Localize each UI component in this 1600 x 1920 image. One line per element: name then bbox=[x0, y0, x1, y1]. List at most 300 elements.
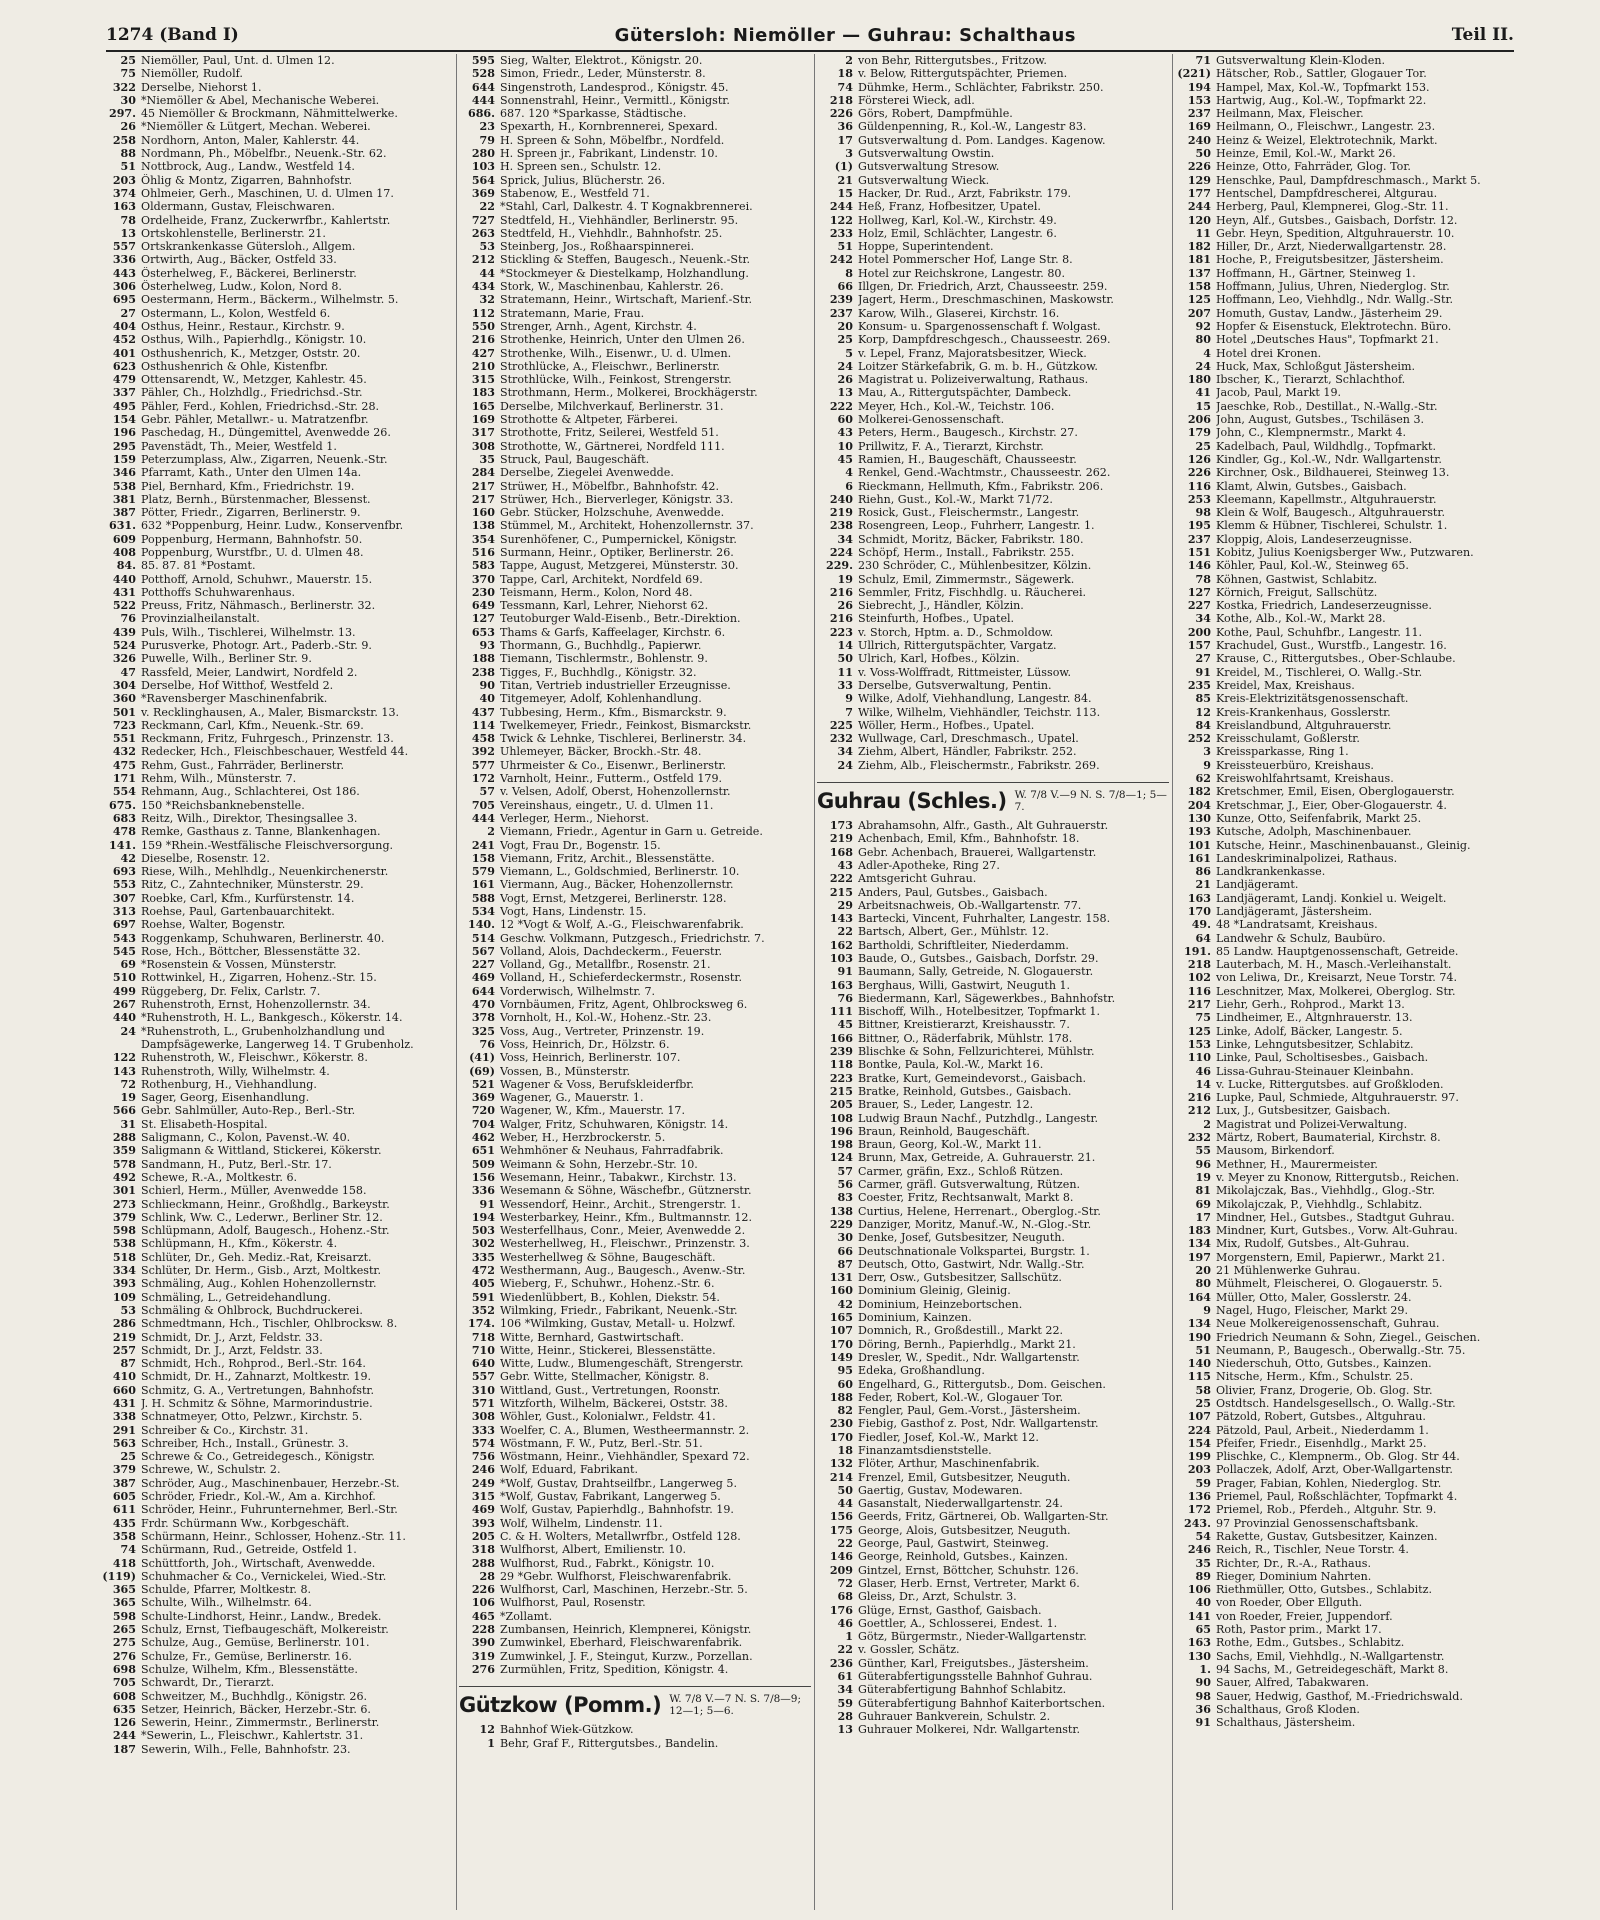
subscriber-entry: Verleger, Herm., Niehorst. bbox=[500, 811, 650, 825]
office-hours: W. 7/8 V.—9 N. S. 7/8—1; 5—7. bbox=[1014, 789, 1167, 814]
subscriber-entry: Dresler, W., Spedit., Ndr. Wallgartenstr. bbox=[858, 1350, 1080, 1364]
phone-number: 227 bbox=[1187, 599, 1211, 613]
list-item bbox=[1177, 626, 1527, 639]
phone-number: 598 bbox=[112, 1224, 136, 1238]
list-item bbox=[1177, 945, 1527, 958]
phone-number: 3 bbox=[1203, 745, 1211, 759]
subscriber-entry: v. Gossler, Schätz. bbox=[858, 1643, 960, 1657]
list-item bbox=[461, 958, 811, 971]
phone-number: 86 bbox=[1195, 865, 1211, 879]
list-item bbox=[461, 386, 811, 399]
subscriber-entry: Ordelheide, Franz, Zuckerwrfbr., Kahlertstr. bbox=[141, 213, 391, 227]
list-item bbox=[819, 652, 1169, 665]
phone-number: 534 bbox=[471, 905, 495, 918]
subscriber-entry: Pätzold, Paul, Arbeit., Niederdamm 1. bbox=[1216, 1423, 1429, 1437]
phone-number: 146 bbox=[1187, 559, 1211, 573]
phone-number: 554 bbox=[112, 785, 136, 799]
phone-number: 93 bbox=[479, 639, 495, 653]
list-item bbox=[102, 759, 452, 772]
list-item bbox=[461, 519, 811, 532]
subscriber-entry: Riese, Wilh., Mehlhdlg., Neuenkirchenerstr. bbox=[141, 865, 389, 879]
list-item bbox=[102, 666, 452, 679]
phone-number: 10 bbox=[837, 439, 853, 453]
phone-number: 379 bbox=[112, 1463, 136, 1477]
subscriber-entry: H. Spreen & Sohn, Möbelfbr., Nordfeld. bbox=[500, 133, 725, 147]
subscriber-entry: Loitzer Stärkefabrik, G. m. b. H., Gützkow. bbox=[858, 359, 1098, 373]
subscriber-entry: Sachs, Emil, Viehhdlg., N.-Wallgartenstr. bbox=[1216, 1649, 1445, 1663]
subscriber-entry: Schulze, Wilhelm, Kfm., Blessenstätte. bbox=[141, 1662, 358, 1676]
subscriber-entry: Rottwinkel, H., Zigarren, Hohenz.-Str. 15. bbox=[141, 971, 377, 985]
list-item bbox=[461, 679, 811, 692]
list-item bbox=[1177, 1530, 1527, 1543]
phone-number: 640 bbox=[471, 1357, 495, 1371]
list-item bbox=[819, 1484, 1169, 1497]
list-item bbox=[819, 612, 1169, 625]
list-item bbox=[1177, 1251, 1527, 1264]
list-item bbox=[1177, 134, 1527, 147]
list-item bbox=[819, 1391, 1169, 1404]
subscriber-entry: Dominium, Heinzebortschen. bbox=[858, 1297, 1023, 1311]
phone-number: 65 bbox=[1195, 1623, 1211, 1637]
phone-number: 203 bbox=[1187, 1463, 1211, 1477]
list-item bbox=[819, 1577, 1169, 1590]
phone-number: 75 bbox=[120, 67, 136, 81]
list-item bbox=[102, 1011, 452, 1024]
list-item bbox=[102, 214, 452, 227]
subscriber-entry: Osthushenrich & Ohle, Kistenfbr. bbox=[141, 359, 329, 373]
list-item bbox=[461, 692, 811, 705]
list-item bbox=[1177, 985, 1527, 998]
list-item bbox=[1177, 267, 1527, 280]
phone-number: 76 bbox=[837, 991, 853, 1005]
subscriber-entry: Schlüpmann, Adolf, Baugesch., Hohenz.-Str. bbox=[141, 1224, 390, 1238]
list-item bbox=[819, 1231, 1169, 1244]
list-item bbox=[1177, 94, 1527, 107]
subscriber-entry: Anders, Paul, Gutsbes., Gaisbach. bbox=[858, 885, 1048, 899]
phone-number: 288 bbox=[471, 1556, 495, 1570]
list-item bbox=[1177, 160, 1527, 173]
phone-number: 378 bbox=[471, 1011, 495, 1025]
subscriber-entry: Steinfurth, Hofbes., Upatel. bbox=[858, 612, 1015, 626]
phone-number: 180 bbox=[1187, 373, 1211, 387]
list-item bbox=[819, 639, 1169, 652]
subscriber-entry: Varnholt, Heinr., Futterm., Ostfeld 179. bbox=[500, 772, 723, 786]
subscriber-entry: Ruhenstroth, Ernst, Hohenzollernstr. 34. bbox=[141, 998, 371, 1012]
phone-number: 237 bbox=[829, 306, 853, 320]
list-item bbox=[102, 134, 452, 147]
list-item bbox=[1177, 865, 1527, 878]
subscriber-entry: Derselbe, Hof Witthof, Westfeld 2. bbox=[141, 678, 334, 692]
subscriber-entry: Liehr, Gerh., Rohprod., Markt 13. bbox=[1216, 998, 1405, 1012]
subscriber-entry: Schulde, Pfarrer, Moltkestr. 8. bbox=[141, 1583, 312, 1597]
phone-number: 146 bbox=[829, 1550, 853, 1564]
subscriber-entry: Fengler, Paul, Gem.-Vorst., Jästersheim. bbox=[858, 1404, 1081, 1418]
subscriber-entry: Twick & Lehnke, Tischlerei, Berlinerstr. 34. bbox=[500, 732, 747, 746]
list-item bbox=[819, 1417, 1169, 1430]
subscriber-entry: Leschnitzer, Max, Molkerei, Oberglog. Str. bbox=[1216, 984, 1456, 998]
list-item bbox=[461, 174, 811, 187]
list-item bbox=[819, 453, 1169, 466]
list-item bbox=[1177, 1357, 1527, 1370]
list-item bbox=[102, 865, 452, 878]
subscriber-entry: Pähler, Ferd., Kohlen, Friedrichsd.-Str. 28. bbox=[141, 399, 380, 413]
subscriber-entry: Biedermann, Karl, Sägewerkbes., Bahnhofstr. bbox=[858, 991, 1116, 1005]
subscriber-entry: Schüttforth, Joh., Wirtschaft, Avenwedde. bbox=[141, 1556, 376, 1570]
subscriber-entry: *Ruhenstroth, H. L., Bankgesch., Kökerstr. 14. bbox=[141, 1011, 403, 1025]
subscriber-entry: Sandmann, H., Putz, Berl.-Str. 17. bbox=[141, 1157, 332, 1171]
subscriber-entry: Zumbansen, Heinrich, Klempnerei, Königstr. bbox=[500, 1623, 752, 1637]
phone-number: 308 bbox=[471, 439, 495, 453]
subscriber-entry: Mix, Rudolf, Gutsbes., Alt-Guhrau. bbox=[1216, 1237, 1410, 1251]
phone-number: 524 bbox=[112, 639, 136, 653]
subscriber-entry: Schulte-Lindhorst, Heinr., Landw., Bredek. bbox=[141, 1609, 382, 1623]
subscriber-entry: Riethmüller, Otto, Gutsbes., Schlabitz. bbox=[1216, 1583, 1432, 1597]
list-item bbox=[461, 918, 811, 931]
subscriber-entry: 159 *Rhein.-Westfälische Fleischversorgung. bbox=[141, 838, 394, 852]
list-item bbox=[1177, 759, 1527, 772]
subscriber-entry: Gebr. Pähler, Metallwr.- u. Matratzenfbr. bbox=[141, 413, 369, 427]
phone-number: 43 bbox=[837, 858, 853, 872]
subscriber-entry: Schürmann, Rud., Getreide, Ostfeld 1. bbox=[141, 1543, 357, 1557]
phone-number: 46 bbox=[837, 1616, 853, 1630]
phone-number: 704 bbox=[471, 1117, 495, 1131]
subscriber-entry: Ostermann, L., Kolon, Westfeld 6. bbox=[141, 306, 331, 320]
list-item bbox=[1177, 1583, 1527, 1596]
subscriber-entry: Illgen, Dr. Friedrich, Arzt, Chausseestr. 259. bbox=[858, 280, 1108, 294]
phone-number: 103 bbox=[471, 160, 495, 174]
phone-number: 439 bbox=[112, 625, 136, 639]
list-item bbox=[1177, 1503, 1527, 1516]
phone-number: 172 bbox=[471, 772, 495, 786]
subscriber-entry: Fiebig, Gasthof z. Post, Ndr. Wallgartenstr. bbox=[858, 1417, 1099, 1431]
phone-number: 727 bbox=[471, 213, 495, 227]
list-item bbox=[819, 912, 1169, 925]
list-item bbox=[461, 799, 811, 812]
phone-number: 469 bbox=[471, 1503, 495, 1517]
list-item bbox=[102, 187, 452, 200]
phone-number: 83 bbox=[837, 1191, 853, 1205]
phone-number: 88 bbox=[120, 147, 136, 161]
list-item bbox=[1177, 573, 1527, 586]
subscriber-entry: Reckmann, Fritz, Fuhrgesch., Prinzenstr. 13. bbox=[141, 732, 394, 746]
phone-number: 253 bbox=[1187, 492, 1211, 506]
list-item bbox=[102, 280, 452, 293]
subscriber-entry: Vornholt, H., Kol.-W., Hohenz.-Str. 23. bbox=[500, 1011, 712, 1025]
list-item bbox=[1177, 480, 1527, 493]
list-item bbox=[1177, 1291, 1527, 1304]
subscriber-entry: Hotel „Deutsches Haus", Topfmarkt 21. bbox=[1216, 333, 1439, 347]
phone-number: 225 bbox=[829, 718, 853, 732]
phone-number: 444 bbox=[471, 811, 495, 825]
phone-number: 313 bbox=[112, 905, 136, 918]
subscriber-entry: Sauer, Alfred, Tabakwaren. bbox=[1216, 1676, 1369, 1690]
phone-number: 315 bbox=[471, 373, 495, 387]
subscriber-entry: Zurmühlen, Fritz, Spedition, Königstr. 4. bbox=[500, 1662, 729, 1676]
phone-number: 127 bbox=[471, 612, 495, 626]
subscriber-entry: 29 *Gebr. Wulfhorst, Fleischwarenfabrik. bbox=[500, 1569, 732, 1583]
phone-number: 550 bbox=[471, 319, 495, 333]
phone-number: 577 bbox=[471, 758, 495, 772]
phone-number: 87 bbox=[120, 1357, 136, 1371]
phone-number: 434 bbox=[471, 280, 495, 294]
subscriber-entry: Schrewe, W., Schulstr. 2. bbox=[141, 1463, 281, 1477]
list-item bbox=[1177, 1676, 1527, 1689]
phone-number: 218 bbox=[829, 93, 853, 107]
subscriber-entry: Reckmann, Carl, Kfm., Neuenk.-Str. 69. bbox=[141, 718, 364, 732]
list-item bbox=[1177, 1650, 1527, 1663]
phone-number: 318 bbox=[471, 1543, 495, 1557]
subscriber-entry: Reitz, Wilh., Direktor, Thesingsallee 3. bbox=[141, 811, 358, 825]
subscriber-entry: Kreis-Krankenhaus, Gosslerstr. bbox=[1216, 705, 1391, 719]
phone-number: 705 bbox=[112, 1676, 136, 1690]
subscriber-entry: Schöpf, Herm., Install., Fabrikstr. 255. bbox=[858, 545, 1075, 559]
phone-number: 2 bbox=[487, 825, 495, 839]
phone-number: 427 bbox=[471, 346, 495, 360]
list-item bbox=[461, 1065, 811, 1078]
subscriber-entry: v. Recklinghausen, A., Maler, Bismarckstr. 13. bbox=[141, 705, 400, 719]
list-item bbox=[461, 347, 811, 360]
subscriber-entry: Witte, Heinr., Stickerei, Blessenstätte. bbox=[500, 1343, 716, 1357]
subscriber-entry: Wesemann & Söhne, Wäschefbr., Gütznerstr. bbox=[500, 1184, 752, 1198]
subscriber-entry: Vereinshaus, eingetr., U. d. Ulmen 11. bbox=[500, 798, 714, 812]
subscriber-entry: H. Spreen jr., Fabrikant, Lindenstr. 10. bbox=[500, 147, 718, 161]
list-item bbox=[819, 333, 1169, 346]
list-item bbox=[819, 1497, 1169, 1510]
list-item bbox=[819, 506, 1169, 519]
list-item bbox=[819, 1032, 1169, 1045]
subscriber-entry: Prillwitz, F. A., Tierarzt, Kirchstr. bbox=[858, 439, 1044, 453]
phone-number: 359 bbox=[112, 1144, 136, 1158]
list-item bbox=[1177, 533, 1527, 546]
subscriber-entry: Stickling & Steffen, Baugesch., Neuenk.-Str. bbox=[500, 253, 751, 267]
list-item bbox=[819, 1338, 1169, 1351]
phone-number: 543 bbox=[112, 931, 136, 945]
phone-number: 216 bbox=[829, 585, 853, 599]
subscriber-entry: Schnatmeyer, Otto, Pelzwr., Kirchstr. 5. bbox=[141, 1410, 363, 1424]
phone-number: 9 bbox=[1203, 1303, 1211, 1317]
phone-number: (119) bbox=[102, 1569, 136, 1583]
list-item bbox=[819, 692, 1169, 705]
phone-number: 15 bbox=[1195, 399, 1211, 413]
list-item bbox=[461, 626, 811, 639]
list-item bbox=[102, 892, 452, 905]
list-item bbox=[819, 386, 1169, 399]
subscriber-entry: George, Reinhold, Gutsbes., Kainzen. bbox=[858, 1550, 1069, 1564]
phone-number: 60 bbox=[837, 1377, 853, 1391]
list-item bbox=[819, 426, 1169, 439]
list-item bbox=[461, 599, 811, 612]
phone-number: 69 bbox=[1195, 1197, 1211, 1211]
list-item bbox=[102, 1397, 452, 1410]
phone-number: 204 bbox=[1187, 798, 1211, 812]
subscriber-entry: Molkerei-Genossenschaft. bbox=[858, 413, 1005, 427]
list-item bbox=[461, 1078, 811, 1091]
phone-number: 352 bbox=[471, 1303, 495, 1317]
phone-number: 509 bbox=[471, 1157, 495, 1171]
list-item bbox=[819, 979, 1169, 992]
subscriber-entry: Heilmann, Max, Fleischer. bbox=[1216, 107, 1364, 121]
list-item bbox=[461, 1636, 811, 1649]
list-item bbox=[1177, 1104, 1527, 1117]
phone-number: 8 bbox=[845, 266, 853, 280]
phone-number: 387 bbox=[112, 1476, 136, 1490]
phone-number: 17 bbox=[837, 133, 853, 147]
phone-number: 501 bbox=[112, 705, 136, 719]
phone-number: 62 bbox=[1195, 772, 1211, 786]
phone-number: 503 bbox=[471, 1224, 495, 1238]
subscriber-entry: Huck, Max, Schloßgut Jästersheim. bbox=[1216, 359, 1415, 373]
list-item bbox=[1177, 732, 1527, 745]
subscriber-entry: Landjägeramt, Jästersheim. bbox=[1216, 905, 1372, 918]
phone-number: 45 bbox=[837, 1018, 853, 1032]
subscriber-entry: Schrewe & Co., Getreidegesch., Königstr. bbox=[141, 1450, 375, 1464]
list-item bbox=[1177, 54, 1527, 67]
subscriber-entry: Schulz, Emil, Zimmermstr., Sägewerk. bbox=[858, 572, 1075, 586]
subscriber-entry: Hoffmann, Julius, Uhren, Niederglog. Str. bbox=[1216, 280, 1450, 294]
list-item bbox=[1177, 905, 1527, 918]
subscriber-entry: von Leliwa, Dr., Kreisarzt, Neue Torstr. 74. bbox=[1216, 971, 1457, 985]
list-item bbox=[461, 1317, 811, 1330]
phone-number: 244 bbox=[1187, 200, 1211, 214]
phone-number: 238 bbox=[829, 519, 853, 533]
list-item bbox=[1177, 1158, 1527, 1171]
subscriber-entry: Sieg, Walter, Elektrot., Königstr. 20. bbox=[500, 54, 703, 67]
subscriber-entry: Gebr. Sahlmüller, Auto-Rep., Berl.-Str. bbox=[141, 1104, 356, 1118]
subscriber-entry: Wulfhorst, Carl, Maschinen, Herzebr.-Str. 5. bbox=[500, 1583, 748, 1597]
list-item bbox=[461, 878, 811, 891]
list-item bbox=[461, 1198, 811, 1211]
subscriber-entry: Bartsch, Albert, Ger., Mühlstr. 12. bbox=[858, 925, 1049, 939]
list-item bbox=[1177, 666, 1527, 679]
list-item bbox=[102, 174, 452, 187]
phone-number: 578 bbox=[112, 1157, 136, 1171]
phone-number: 101 bbox=[1187, 838, 1211, 852]
subscriber-entry: Osthushenrich, K., Metzger, Oststr. 20. bbox=[141, 346, 361, 360]
phone-number: 108 bbox=[829, 1111, 853, 1125]
list-item bbox=[102, 852, 452, 865]
list-item bbox=[1177, 240, 1527, 253]
list-item bbox=[1177, 107, 1527, 120]
place-name: Guhrau (Schles.) bbox=[817, 789, 1007, 814]
phone-number: 452 bbox=[112, 333, 136, 347]
phone-number: 608 bbox=[112, 1689, 136, 1703]
subscriber-entry: Bontke, Paula, Kol.-W., Markt 16. bbox=[858, 1058, 1044, 1072]
phone-number: 159 bbox=[112, 452, 136, 466]
list-item bbox=[819, 1072, 1169, 1085]
phone-number: 114 bbox=[471, 718, 495, 732]
list-item bbox=[461, 892, 811, 905]
phone-number: 21 bbox=[1195, 878, 1211, 892]
subscriber-entry: Rosengreen, Leop., Fuhrherr, Langestr. 1. bbox=[858, 519, 1095, 533]
list-item bbox=[1177, 652, 1527, 665]
subscriber-entry: Schreiber, Hch., Install., Grünestr. 3. bbox=[141, 1436, 349, 1450]
phone-number: 243. bbox=[1183, 1516, 1211, 1530]
phone-number: 238 bbox=[471, 665, 495, 679]
phone-number: 431 bbox=[112, 585, 136, 599]
phone-number: 19 bbox=[837, 572, 853, 586]
subscriber-entry: Westerhellweg, H., Fleischwr., Prinzenstr. 3. bbox=[500, 1237, 750, 1251]
phone-number: 163 bbox=[112, 200, 136, 214]
list-item bbox=[461, 666, 811, 679]
phone-number: 595 bbox=[471, 54, 495, 67]
phone-number: 252 bbox=[1187, 732, 1211, 746]
list-item bbox=[102, 1304, 452, 1317]
subscriber-entry: Strüwer, H., Möbelfbr., Bahnhofstr. 42. bbox=[500, 479, 719, 493]
phone-number: 164 bbox=[1187, 1290, 1211, 1304]
subscriber-entry: Strothlücke, A., Fleischwr., Berlinerstr. bbox=[500, 359, 720, 373]
phone-number: 170 bbox=[829, 1430, 853, 1444]
phone-number: 53 bbox=[479, 240, 495, 254]
list-item bbox=[819, 493, 1169, 506]
list-item bbox=[1177, 1198, 1527, 1211]
place-name: Gützkow (Pomm.) bbox=[459, 1693, 662, 1718]
list-item bbox=[1177, 227, 1527, 240]
list-item bbox=[1177, 1703, 1527, 1716]
subscriber-entry: Niemöller, Paul, Unt. d. Ulmen 12. bbox=[141, 54, 335, 67]
subscriber-entry: *Wolf, Gustav, Fabrikant, Langerweg 5. bbox=[500, 1490, 721, 1504]
phone-number: 153 bbox=[1187, 93, 1211, 107]
subscriber-entry: Potthoffs Schuhwarenhaus. bbox=[141, 585, 296, 599]
subscriber-entry: Kreissparkasse, Ring 1. bbox=[1216, 745, 1349, 759]
subscriber-entry: J. H. Schmitz & Söhne, Marmorindustrie. bbox=[141, 1396, 373, 1410]
list-item bbox=[1177, 1237, 1527, 1250]
subscriber-entry: Günther, Karl, Freigutsbes., Jästersheim. bbox=[858, 1656, 1089, 1670]
phone-number: 54 bbox=[1195, 1529, 1211, 1543]
list-item bbox=[102, 1384, 452, 1397]
phone-number: 134 bbox=[1187, 1317, 1211, 1331]
list-item bbox=[1177, 586, 1527, 599]
phone-number: 651 bbox=[471, 1144, 495, 1158]
phone-number: 190 bbox=[1187, 1330, 1211, 1344]
subscriber-entry: Kirchner, Osk., Bildhauerei, Steinweg 13. bbox=[1216, 466, 1450, 480]
phone-number: 27 bbox=[120, 306, 136, 320]
subscriber-entry: Uhlemeyer, Bäcker, Brockh.-Str. 48. bbox=[500, 745, 702, 759]
subscriber-entry: 97 Provinzial Genossenschaftsbank. bbox=[1216, 1516, 1419, 1530]
phone-number: 563 bbox=[112, 1436, 136, 1450]
phone-number: 583 bbox=[471, 559, 495, 573]
list-item bbox=[102, 918, 452, 931]
phone-number: 538 bbox=[112, 479, 136, 493]
phone-number: 182 bbox=[1187, 785, 1211, 799]
list-item bbox=[102, 1517, 452, 1530]
subscriber-entry: Hätscher, Rob., Sattler, Glogauer Tor. bbox=[1216, 67, 1427, 81]
subscriber-entry: Nitsche, Herm., Kfm., Schulstr. 25. bbox=[1216, 1370, 1414, 1384]
subscriber-entry: Rehm, Wilh., Münsterstr. 7. bbox=[141, 772, 297, 786]
list-item bbox=[102, 480, 452, 493]
subscriber-entry: Vornbäumen, Fritz, Agent, Ohlbrocksweg 6. bbox=[500, 998, 748, 1012]
subscriber-entry: Bartholdi, Schriftleiter, Niederdamm. bbox=[858, 938, 1069, 952]
phone-number: 360 bbox=[112, 692, 136, 706]
list-item bbox=[461, 1344, 811, 1357]
subscriber-entry: Neumann, P., Baugesch., Oberwallg.-Str. 75. bbox=[1216, 1343, 1466, 1357]
list-item bbox=[1177, 878, 1527, 891]
phone-number: 235 bbox=[1187, 678, 1211, 692]
phone-number: 218 bbox=[1187, 958, 1211, 972]
list-item bbox=[461, 1264, 811, 1277]
phone-number: 579 bbox=[471, 865, 495, 879]
listing-columns bbox=[98, 54, 1526, 1910]
subscriber-entry: Piel, Bernhard, Kfm., Friedrichstr. 19. bbox=[141, 479, 355, 493]
subscriber-entry: Riehn, Gust., Kol.-W., Markt 71/72. bbox=[858, 492, 1053, 506]
list-item bbox=[461, 971, 811, 984]
phone-number: 110 bbox=[1187, 1051, 1211, 1065]
subscriber-entry: Linke, Paul, Scholtisesbes., Gaisbach. bbox=[1216, 1051, 1429, 1065]
subscriber-entry: Roggenkamp, Schuhwaren, Berlinerstr. 40. bbox=[141, 931, 385, 945]
phone-number: 71 bbox=[1195, 54, 1211, 67]
phone-number: 346 bbox=[112, 466, 136, 480]
subscriber-entry: Österhelweg, Ludw., Kolon, Nord 8. bbox=[141, 280, 342, 294]
subscriber-entry: Pähler, Ch., Holzhdlg., Friedrichsd.-Str. bbox=[141, 386, 363, 400]
